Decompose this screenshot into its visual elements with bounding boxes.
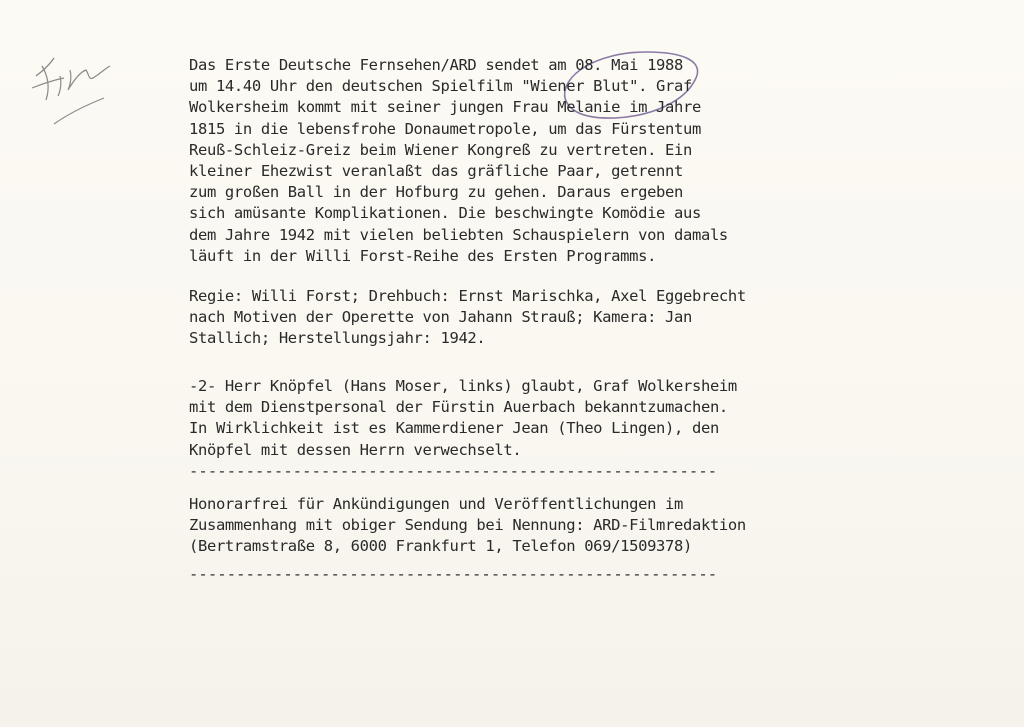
separator-line-bottom: -------------------------------------------------------- [189,565,718,583]
handwritten-note-film [14,36,124,136]
credits-paragraph: Regie: Willi Forst; Drehbuch: Ernst Marischka, Axel Eggebrecht nach Motiven der Operette von Jahann Strauß; Kamera: Jan Stallich; Herstellungsjahr: 1942. [189,287,746,348]
photo-caption: -2- Herr Knöpfel (Hans Moser, links) glaubt, Graf Wolkersheim mit dem Dienstpersonal der Fürstin Auerbach bekanntzumachen. In Wirklichkeit ist es Kammerdiener Jean (Theo Lingen), den Knöpfel mit dessen Herrn verwechselt. [189,377,737,459]
broadcast-description: Das Erste Deutsche Fernsehen/ARD sendet am 08. Mai 1988 um 14.40 Uhr den deutschen Spielfilm "Wiener Blut". Graf Wolkersheim kommt mit seiner jungen Frau Melanie im Jahre 1815 in die lebensfrohe Donaumetropole, um das Fürstentum Reuß-Schleiz-Greiz beim Wiener Kongreß zu vertreten. Ein kleiner Ehezwist veranlaßt das gräfliche Paar, getrennt zum großen Ball in der Hofburg zu gehen. Daraus ergeben sich amüsante Komplikationen. Die beschwingte Komödie aus dem Jahre 1942 mit vielen beliebten Schauspielern von damals läuft in der Willi Forst-Reihe des Ersten Programms. [189,56,728,265]
copyright-notice: Honorarfrei für Ankündigungen und Veröffentlichungen im Zusammenhang mit obiger Sendung bei Nennung: ARD-Filmredaktion (Bertramstraße 8, 6000 Frankfurt 1, Telefon 069/1509378) [189,495,746,556]
separator-line-top: -------------------------------------------------------- [189,462,718,480]
